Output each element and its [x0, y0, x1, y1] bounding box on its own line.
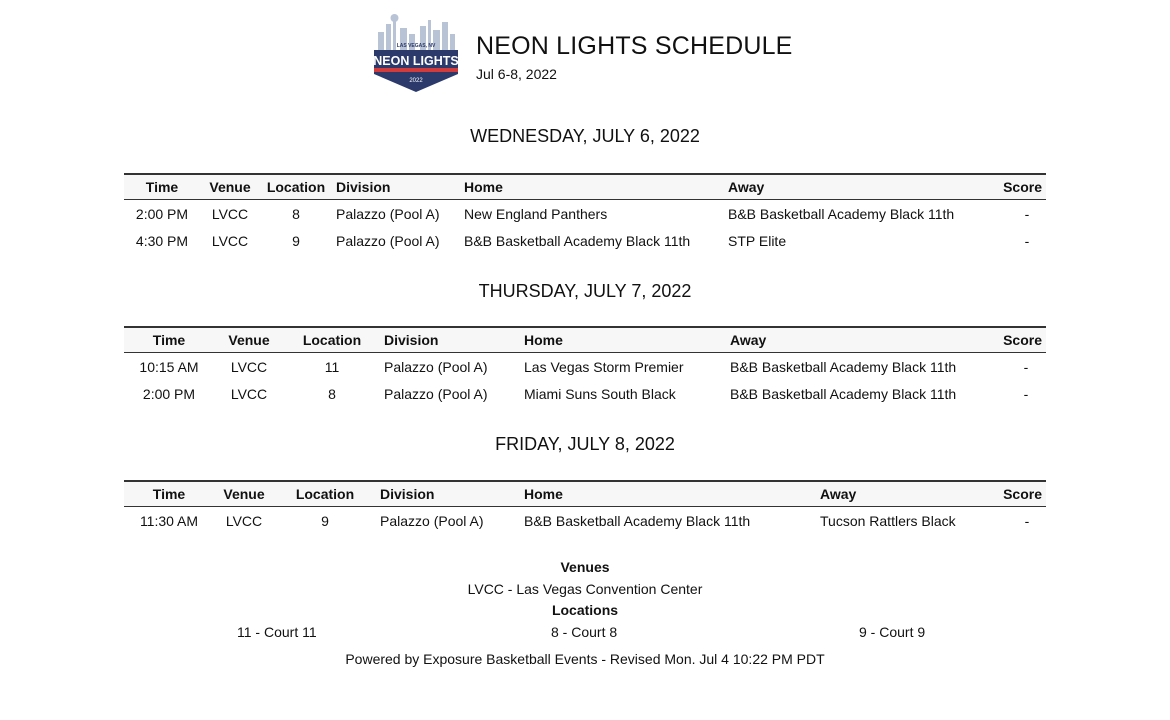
game-time: 2:00 PM — [142, 385, 196, 402]
game-score: - — [1024, 205, 1030, 222]
day-heading: THURSDAY, JULY 7, 2022 — [478, 281, 692, 301]
game-away: B&B Basketball Academy Black 11th — [728, 205, 955, 222]
game-location: 11 — [324, 358, 340, 375]
day-heading: FRIDAY, JULY 8, 2022 — [495, 434, 675, 454]
svg-text:NEON LIGHTS: NEON LIGHTS — [373, 54, 459, 68]
table-row — [124, 380, 1046, 407]
col-score: Score — [970, 327, 1046, 353]
venues-title: Venues — [560, 559, 610, 575]
game-venue: LVCC — [225, 512, 263, 529]
neon-lights-logo-icon — [370, 10, 462, 96]
table-header-row — [124, 327, 1046, 353]
col-away: Away — [726, 327, 970, 353]
col-location: Location — [274, 481, 376, 507]
schedule-table — [124, 173, 1046, 254]
day-heading: WEDNESDAY, JULY 6, 2022 — [470, 126, 700, 146]
col-time: Time — [124, 327, 214, 353]
col-score: Score — [972, 174, 1046, 200]
col-time: Time — [124, 481, 214, 507]
game-home: Las Vegas Storm Premier — [524, 358, 684, 375]
game-location: 9 — [321, 512, 329, 529]
game-time: 11:30 AM — [139, 512, 199, 529]
svg-text:2022: 2022 — [409, 78, 423, 84]
table-header-row — [124, 174, 1046, 200]
game-home: New England Panthers — [464, 205, 608, 222]
location-item: 9 - Court 9 — [859, 624, 926, 640]
game-home: B&B Basketball Academy Black 11th — [524, 512, 751, 529]
schedule-table — [124, 326, 1046, 407]
game-division: Palazzo (Pool A) — [380, 512, 484, 529]
game-away: B&B Basketball Academy Black 11th — [730, 385, 957, 402]
schedule-header — [370, 10, 850, 96]
col-location: Location — [260, 174, 332, 200]
svg-text:LAS VEGAS, NV: LAS VEGAS, NV — [396, 43, 436, 49]
game-location: 9 — [292, 232, 300, 249]
table-row — [124, 227, 1046, 254]
game-score: - — [1024, 232, 1030, 249]
game-away: STP Elite — [728, 232, 787, 249]
col-score: Score — [972, 481, 1046, 507]
game-division: Palazzo (Pool A) — [336, 232, 440, 249]
game-score: - — [1023, 385, 1029, 402]
col-home: Home — [460, 174, 724, 200]
game-location: 8 — [292, 205, 300, 222]
game-time: 4:30 PM — [135, 232, 189, 249]
col-time: Time — [124, 174, 200, 200]
col-division: Division — [376, 481, 520, 507]
location-item: 8 - Court 8 — [551, 624, 618, 640]
event-dates: Jul 6-8, 2022 — [476, 66, 557, 82]
col-home: Home — [520, 481, 816, 507]
col-away: Away — [724, 174, 972, 200]
game-away: Tucson Rattlers Black — [820, 512, 956, 529]
game-venue: LVCC — [211, 205, 249, 222]
game-location: 8 — [328, 385, 336, 402]
col-venue: Venue — [214, 327, 284, 353]
game-venue: LVCC — [230, 385, 268, 402]
col-division: Division — [332, 174, 460, 200]
location-item: 11 - Court 11 — [237, 624, 317, 640]
table-row — [124, 353, 1046, 381]
game-away: B&B Basketball Academy Black 11th — [730, 358, 957, 375]
game-division: Palazzo (Pool A) — [336, 205, 440, 222]
game-time: 10:15 AM — [139, 358, 199, 375]
game-time: 2:00 PM — [135, 205, 189, 222]
col-venue: Venue — [214, 481, 274, 507]
col-location: Location — [284, 327, 380, 353]
col-venue: Venue — [200, 174, 260, 200]
page-title: NEON LIGHTS SCHEDULE — [476, 32, 793, 60]
col-home: Home — [520, 327, 726, 353]
venue-item: LVCC - Las Vegas Convention Center — [467, 581, 703, 597]
game-home: Miami Suns South Black — [524, 385, 676, 402]
table-header-row — [124, 481, 1046, 507]
table-row — [124, 507, 1046, 535]
game-venue: LVCC — [211, 232, 249, 249]
game-division: Palazzo (Pool A) — [384, 358, 488, 375]
powered-by-note: Powered by Exposure Basketball Events - Revised Mon. Jul 4 10:22 PM PDT — [345, 651, 825, 667]
game-score: - — [1024, 512, 1030, 529]
col-away: Away — [816, 481, 972, 507]
table-row — [124, 200, 1046, 228]
game-venue: LVCC — [230, 358, 268, 375]
schedule-table — [124, 480, 1046, 534]
game-home: B&B Basketball Academy Black 11th — [464, 232, 691, 249]
game-division: Palazzo (Pool A) — [384, 385, 488, 402]
game-score: - — [1023, 358, 1029, 375]
col-division: Division — [380, 327, 520, 353]
locations-title: Locations — [551, 602, 619, 618]
